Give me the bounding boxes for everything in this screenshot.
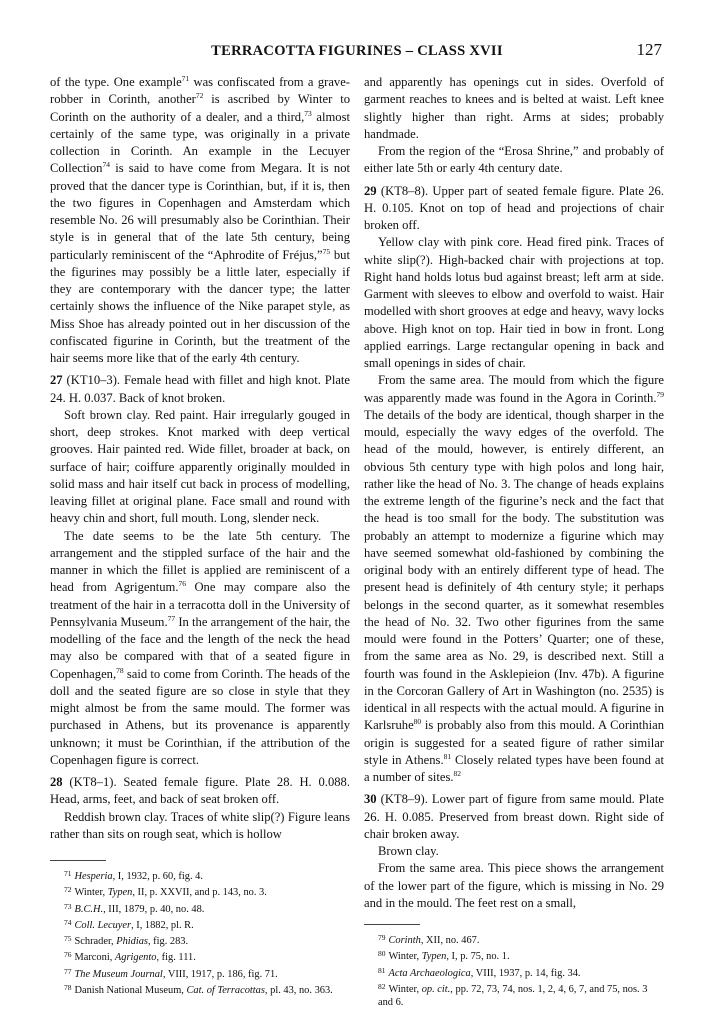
footnote-number: 78: [64, 983, 72, 993]
footnote: $^{81}$ Acta Archaeologica, VIII, 1937, p. 14, fig. 34.: [378, 965, 581, 979]
entry-number: 29: [364, 183, 377, 198]
footnote-number: 73: [64, 901, 72, 911]
footnote: $^{72}$ Winter, Typen, II, p. XXVII, and p. 143, no. 3.: [64, 885, 267, 899]
catalogue-entry-27: 27 (KT10–3). Female head with fillet and high knot. Plate 24. H. 0.037. Back of knot broken.: [50, 373, 350, 405]
footnotes-right: [364, 924, 664, 1009]
footnote: $^{73}$ B.C.H., III, 1879, p. 40, no. 48.: [64, 901, 205, 915]
footnote-ref: 81: [443, 751, 452, 761]
footnote: $^{78}$ Danish National Museum, Cat. of Terracottas, pl. 43, no. 363.: [64, 983, 333, 997]
footnote-number: 75: [64, 934, 72, 944]
footnote-number: 76: [64, 950, 72, 960]
paragraph: From the region of the “Erosa Shrine,” and probably of either late 5th or early 4th century date.: [364, 144, 664, 176]
footnote-number: 72: [64, 885, 72, 895]
footnote-number: 82: [378, 981, 386, 991]
footnote: $^{79}$ Corinth, XII, no. 467.: [378, 933, 480, 946]
page-header: [52, 40, 662, 64]
citation-title: Corinth: [388, 935, 421, 946]
footnote-number: 80: [378, 949, 386, 959]
citation-title: Cat. of Terracottas: [186, 985, 265, 997]
right-column: [364, 74, 664, 912]
footnote-ref: 71: [181, 74, 190, 83]
footnote-ref: 78: [116, 665, 124, 675]
citation-title: Typen: [421, 951, 447, 963]
paragraph: The date seems to be the late 5th century. The arrangement and the stippled surface of the hair and the manner in which the fillet is applied are reminiscent of a head from Agrigentum.$^{76}$ One may compare also the treatment of the hair in a terracotta doll in the University of Pennsylvania Museum.$^{77}$ In the arrangement of the hair, the modelling of the face and the length of the neck the head may also be compared with that of a seated figure in Copenhagen,$^{78}$ said to come from Corinth. The heads of the doll and the seated figure are so close in style that they might almost be from the same mould. The former was purchased in Athens, but its provenance is apparently unknown; it must be Corinthian, if the attribution of the Copenhagen figure is correct.: [50, 528, 350, 767]
footnote: $^{77}$ The Museum Journal, VIII, 1917, p. 186, fig. 71.: [64, 966, 278, 980]
entry-number: 27: [50, 373, 63, 388]
citation-title: Typen: [107, 887, 133, 899]
paragraph: and apparently has openings cut in sides. Overfold of garment reaches to knees and is belted at waist. Left knee slightly higher than right. Arms at sides; probably handmade.: [364, 75, 664, 141]
entry-number: 30: [364, 792, 377, 807]
catalogue-entry-30: 30 (KT8–9). Lower part of figure from same mould. Plate 26. H. 0.085. Preserved from breast down. Right side of chair broken away.: [364, 792, 664, 841]
citation-title: Phidias: [116, 936, 148, 948]
footnote-ref: 72: [195, 91, 204, 101]
footnote-ref: 82: [453, 769, 462, 778]
footnote-ref: 80: [413, 717, 422, 727]
running-title: TERRACOTTA FIGURINES – CLASS XVII: [211, 43, 503, 59]
footnote-ref: 73: [304, 108, 312, 118]
paragraph: Yellow clay with pink core. Head fired pink. Traces of white slip(?). High-backed chair with projections at top. Right hand holds lotus bud against breast; left arm at side. Garment with sleeves to elbow and overfold to waist. Hair modelled with short grooves at edge and heavy, wavy locks above. High knot on top. Hair tied in bow in front. Long applied earrings. Large rectangular opening in back and small openings in sides of chair.: [364, 235, 664, 370]
citation-title: The Museum Journal: [74, 968, 163, 980]
catalogue-entry-28: 28 (KT8–1). Seated female figure. Plate 28. H. 0.088. Head, arms, feet, and back of seat broken off.: [50, 775, 350, 807]
citation-title: B.C.H.: [74, 903, 104, 915]
footnote: $^{71}$ Hesperia, I, 1932, p. 60, fig. 4.: [64, 869, 203, 882]
footnote-ref: 77: [167, 613, 176, 623]
footnote: $^{80}$ Winter, Typen, I, p. 75, no. 1.: [378, 949, 510, 963]
footnote-ref: 76: [178, 579, 186, 589]
citation-title: Agrigento: [114, 952, 157, 964]
footnotes-left: [50, 860, 350, 997]
citation-title: Acta Archaeologica: [388, 967, 471, 979]
left-column: [50, 74, 350, 843]
paragraph: From the same area. This piece shows the arrangement of the lower part of the figure, which is missing in No. 29 and in the mould. The feet rest on a small,: [364, 861, 664, 910]
paragraph: Soft brown clay. Red paint. Hair irregularly gouged in short, deep strokes. Knot marked with deep vertical grooves. Hair painted red. Wide fillet, broader at back, on surface of hair; coiffure apparently originally moulded in solid mass and hair itself cut back in process of modelling, leaving fillet at original plane. Face small and round with heavy chin and short, full mouth. Long, slender neck.: [50, 407, 350, 526]
page-number: 127: [636, 40, 662, 59]
footnote: $^{74}$ Coll. Lecuyer, I, 1882, pl. R.: [64, 917, 194, 931]
footnote: $^{75}$ Schrader, Phidias, fig. 283.: [64, 934, 189, 948]
paragraph: Reddish brown clay. Traces of white slip(?) Figure leans rather than sits on rough seat, which is hollow: [50, 809, 350, 841]
footnote-number: 71: [64, 869, 72, 878]
paragraph: of the type. One example$^{71}$ was confiscated from a grave-robber in Corinth, another$^{72}$ is ascribed by Winter to Corinth on the authority of a dealer, and a third,$^{73}$ almost certainly of the same type, was originally in a private collection in Corinth. An example in the Lecuyer Collection$^{74}$ is said to have come from Megara. It is not proved that the dancer type is Corinthian, but, if it is, then the two figures in Copenhagen and Amsterdam which resemble No. 26 will presumably also be Corinthian. Their style is in general that of the late 5th century, being particularly reminiscent of the “Aphrodite of Fréjus,”$^{75}$ but the figurines may possibly be a little later, especially if they are contemporary with the dancer type; the latter certainly shows the influence of the Nike parapet style, as Miss Shoe has already pointed out in her discussion of the confiscated figurine in Corinth, but the treatment of the hair seems more like that of the early 4th century.: [50, 74, 350, 365]
paragraph: From the same area. The mould from which the figure was apparently made was found in the Agora in Corinth.$^{79}$ The details of the body are identical, though sharper in the mould, especially the wavy edges of the overfold. The head of the mould, however, is entirely different, an obvious 5th century type with high polos and long hair, rather like the head of No. 3. The change of heads explains the extreme length of the figurine’s neck and the fact that the head is too small for the body. The substitution was probably an attempt to modernize a figurine which may have seemed somewhat old-fashioned by combining the original body with an entirely different type of head. The present head is definitely of 4th century style; it perhaps belongs in the second quarter, as it somewhat resembles the head of No. 32. Two other figurines from the same mould were found in the Potters’ Quarter; one of these, from the same area as No. 29, is described next. Still a fourth was found in the Asklepieion (Inv. 47b). A figurine in the Corcoran Gallery of Art in Washington (no. 2535) is identical in all respects with the actual mould. A figurine in Karlsruhe$^{80}$ is probably also from this mould. A Corinthian origin is suggested for a seated figure of rather similar style in Athens.$^{81}$ Closely related types have been found at a number of sites.$^{82}$: [364, 373, 664, 784]
citation-title: Coll. Lecuyer: [74, 919, 132, 931]
entry-number: 28: [50, 775, 63, 789]
citation-title: Hesperia: [74, 871, 113, 882]
footnote-rule: [50, 860, 106, 861]
footnote-number: 77: [64, 966, 72, 976]
footnote-number: 81: [378, 965, 386, 975]
catalogue-entry-29: 29 (KT8–8). Upper part of seated female figure. Plate 26. H. 0.105. Knot on top of head and projections of chair broken off.: [364, 183, 664, 232]
citation-title: op. cit.: [421, 983, 451, 995]
footnote-rule: [364, 924, 420, 925]
footnote-ref: 79: [656, 389, 664, 399]
footnote: $^{76}$ Marconi, Agrigento, fig. 111.: [64, 950, 196, 964]
footnote-number: 79: [378, 933, 386, 942]
paragraph: Brown clay.: [378, 844, 439, 858]
footnote: $^{82}$ Winter, op. cit., pp. 72, 73, 74, nos. 1, 2, 4, 6, 7, and 75, nos. 3 and 6.: [378, 981, 648, 1009]
footnote-ref: 75: [322, 246, 331, 256]
footnote-number: 74: [64, 917, 72, 927]
footnote-ref: 74: [102, 160, 110, 170]
